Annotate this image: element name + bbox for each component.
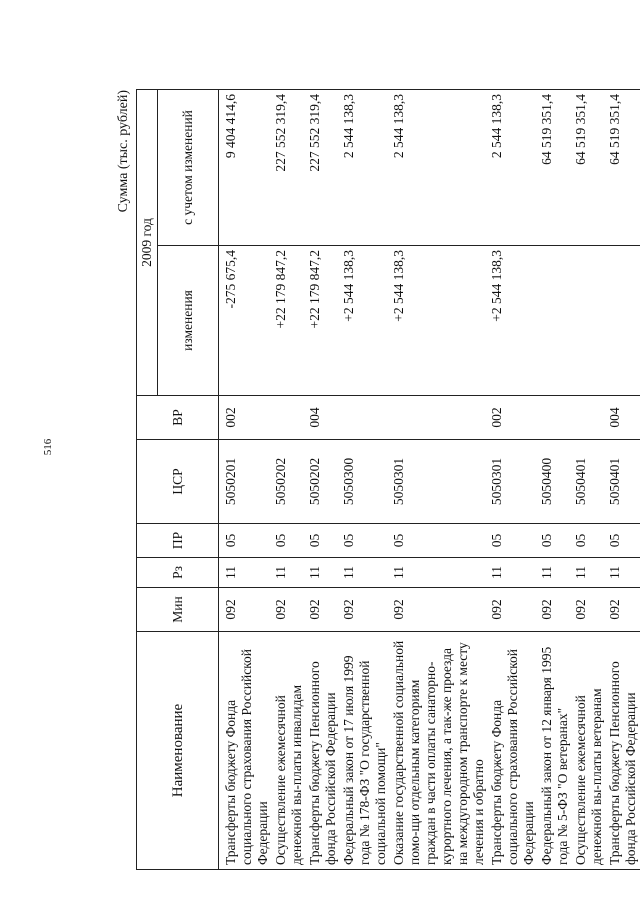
table-row [572,90,606,870]
rotated-page-content [110,90,638,870]
table-row [606,90,640,870]
row-change [606,246,640,396]
header-rz: Рз [137,558,219,588]
table-header [137,90,219,870]
row-pr: 05 [219,524,273,558]
row-name: Федеральный закон от 17 июля 1999 года № 178-ФЗ "О государственной социальной помощи" [340,632,390,870]
table-body [219,90,640,870]
row-vr: 002 [219,396,273,440]
row-name: Трансферты бюджету Пенсионного фонда Российской Федерации [606,632,640,870]
row-vr [340,396,390,440]
table-row [390,90,488,870]
row-vr [538,396,572,440]
table-row [306,90,340,870]
row-change: +2 544 138,3 [340,246,390,396]
row-pr: 05 [390,524,488,558]
row-csr: 5050300 [340,440,390,524]
row-change: +22 179 847,2 [272,246,306,396]
row-name: Оказание государственной социальной помо-щи отдельным категориям граждан в части оплаты санаторно-курортного лечения, а так-же проезда на междугородном транспорте к месту лечения и обратно [390,632,488,870]
header-with-changes: с учетом изменений [158,90,219,246]
table-row [538,90,572,870]
row-change: +2 544 138,3 [488,246,538,396]
row-min: 092 [306,588,340,632]
row-rz: 11 [306,558,340,588]
row-rz: 11 [606,558,640,588]
row-change: -275 675,4 [219,246,273,396]
row-min: 092 [572,588,606,632]
row-total: 2 544 138,3 [488,90,538,246]
row-vr: 004 [306,396,340,440]
row-pr: 05 [606,524,640,558]
row-pr: 05 [538,524,572,558]
table-row [488,90,538,870]
row-total: 64 519 351,4 [538,90,572,246]
row-pr: 05 [572,524,606,558]
row-pr: 05 [272,524,306,558]
row-vr: 002 [488,396,538,440]
row-rz: 11 [538,558,572,588]
row-min: 092 [272,588,306,632]
row-total: 9 404 414,6 [219,90,273,246]
header-csr: ЦСР [137,440,219,524]
header-changes: изменения [158,246,219,396]
row-csr: 5050301 [488,440,538,524]
row-rz: 11 [219,558,273,588]
row-min: 092 [488,588,538,632]
table-row [340,90,390,870]
row-csr: 5050202 [306,440,340,524]
row-min: 092 [219,588,273,632]
header-name: Наименование [137,632,219,870]
header-vr: ВР [137,396,219,440]
row-name: Осуществление ежемесячной денежной вы-платы инвалидам [272,632,306,870]
unit-label: Сумма (тыс. рублей) [116,90,131,213]
table-row [272,90,306,870]
row-csr: 5050202 [272,440,306,524]
row-change [572,246,606,396]
row-rz: 11 [488,558,538,588]
row-csr: 5050401 [572,440,606,524]
row-pr: 05 [340,524,390,558]
row-rz: 11 [340,558,390,588]
row-total: 227 552 319,4 [272,90,306,246]
row-pr: 05 [306,524,340,558]
row-vr: 004 [606,396,640,440]
row-csr: 5050301 [390,440,488,524]
row-vr [390,396,488,440]
header-year: 2009 год [137,90,158,396]
row-total: 2 544 138,3 [390,90,488,246]
header-min: Мин [137,588,219,632]
row-vr [572,396,606,440]
row-total: 227 552 319,4 [306,90,340,246]
row-pr: 05 [488,524,538,558]
row-csr: 5050400 [538,440,572,524]
row-min: 092 [606,588,640,632]
row-min: 092 [538,588,572,632]
row-csr: 5050201 [219,440,273,524]
row-name: Трансферты бюджету Фонда социального страхования Российской Федерации [219,632,273,870]
row-csr: 5050401 [606,440,640,524]
row-total: 2 544 138,3 [340,90,390,246]
row-name: Осуществление ежемесячной денежной вы-платы ветеранам [572,632,606,870]
budget-table [136,89,640,870]
row-rz: 11 [272,558,306,588]
row-name: Трансферты бюджету Фонда социального страхования Российской Федерации [488,632,538,870]
table-row [219,90,273,870]
row-total: 64 519 351,4 [572,90,606,246]
row-rz: 11 [390,558,488,588]
row-vr [272,396,306,440]
row-total: 64 519 351,4 [606,90,640,246]
row-change [538,246,572,396]
row-change: +2 544 138,3 [390,246,488,396]
row-rz: 11 [572,558,606,588]
header-pr: ПР [137,524,219,558]
row-name: Федеральный закон от 12 января 1995 года № 5-ФЗ "О ветеранах" [538,632,572,870]
row-change: +22 179 847,2 [306,246,340,396]
page-number: 516 [42,438,54,456]
row-min: 092 [340,588,390,632]
row-min: 092 [390,588,488,632]
row-name: Трансферты бюджету Пенсионного фонда Российской Федерации [306,632,340,870]
